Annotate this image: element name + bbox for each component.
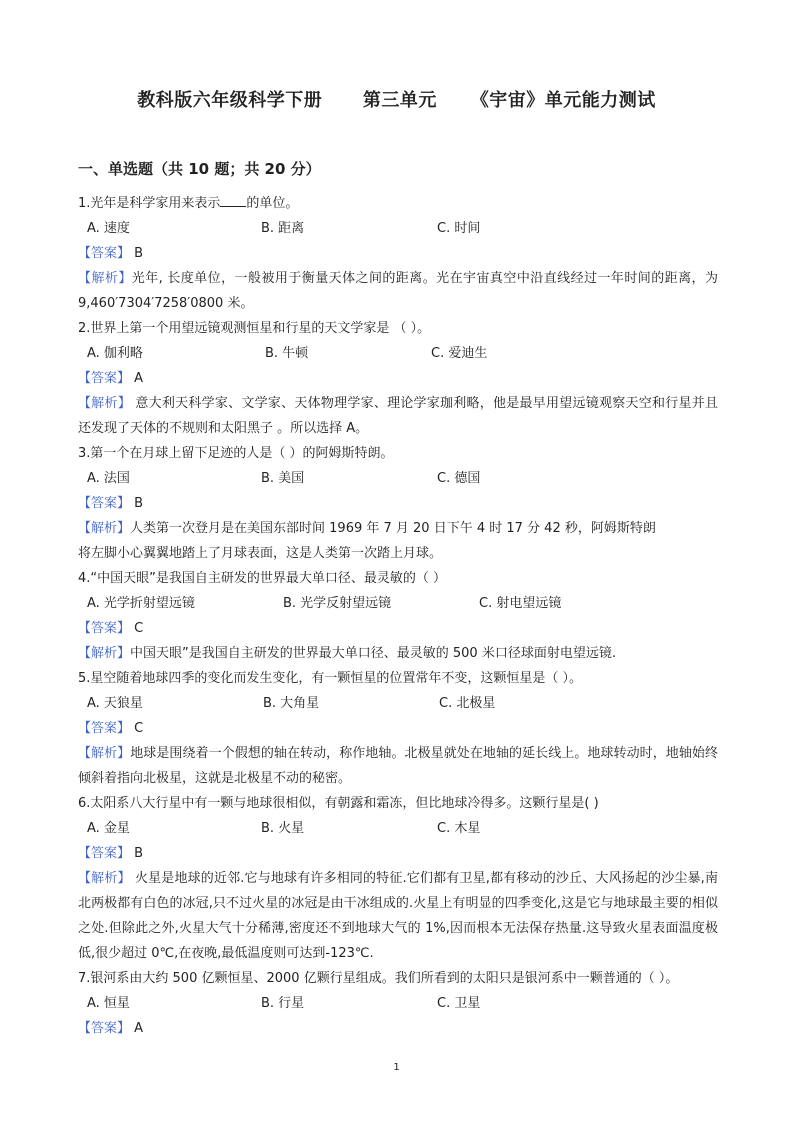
- option-a: A. 速度: [87, 221, 130, 236]
- answer-tag: 【答案】: [78, 371, 131, 386]
- answer-tag: 【答案】: [78, 246, 131, 261]
- answer-tag: 【答案】: [78, 496, 131, 511]
- analysis: [78, 641, 718, 666]
- option-c: C. 射电望远镜: [479, 596, 562, 611]
- question-stem: 3.第一个在月球上留下足迹的人是（ ）的阿姆斯特朗。: [78, 446, 394, 461]
- document-title: 教科版六年级科学下册 第三单元 《宇宙》单元能力测试: [137, 90, 656, 111]
- question-6: [78, 791, 718, 966]
- answer-line: [78, 841, 718, 866]
- analysis-tag: 【解析】: [78, 871, 131, 886]
- options-row: [78, 816, 718, 841]
- option-b: B. 大角星: [263, 696, 320, 711]
- answer-line: [78, 491, 718, 516]
- analysis: [78, 516, 718, 541]
- question-1: [78, 191, 718, 316]
- option-a: A. 法国: [87, 471, 130, 486]
- analysis-tag: 【解析】: [78, 396, 131, 411]
- analysis-text: 人类第一次登月是在美国东部时间 1969 年 7 月 20 日下午 4 时 17 分 42 秒，阿姆斯特朗: [130, 521, 656, 536]
- option-c: C. 卫星: [437, 996, 481, 1011]
- answer-tag: 【答案】: [78, 621, 131, 636]
- option-b: B. 火星: [261, 821, 305, 836]
- analysis: [78, 866, 718, 966]
- answer-value: C: [134, 621, 144, 636]
- option-c: C. 爱迪生: [431, 346, 488, 361]
- options-row: [78, 466, 718, 491]
- analysis-tag: 【解析】: [78, 521, 131, 536]
- options-row: [78, 216, 718, 241]
- question-stem: 6.太阳系八大行星中有一颗与地球很相似，有朝露和霜冻，但比地球冷得多。这颗行星是( ): [78, 796, 599, 811]
- analysis: [78, 391, 718, 441]
- page-number: 1: [393, 1062, 400, 1073]
- answer-value: B: [134, 846, 144, 861]
- question-stem: 5.星空随着地球四季的变化而发生变化，有一颗恒星的位置常年不变，这颗恒星是（ ）。: [78, 671, 583, 686]
- question-stem: 4.“中国天眼”是我国自主研发的世界最大单口径、最灵敏的（ ）: [78, 571, 447, 586]
- answer-line: [78, 1016, 718, 1041]
- option-a: A. 光学折射望远镜: [87, 596, 195, 611]
- answer-tag: 【答案】: [78, 846, 131, 861]
- analysis-tag: 【解析】: [78, 646, 131, 661]
- analysis-tag: 【解析】: [78, 746, 131, 761]
- answer-line: [78, 616, 718, 641]
- question-list: [78, 191, 718, 1041]
- answer-line: [78, 241, 718, 266]
- option-b: B. 行星: [261, 996, 305, 1011]
- analysis-text: 光年, 长度单位，一般被用于衡量天体之间的距离。光在宇宙真空中沿直线经过一年时间的距离，为 9,460′7304′7258′0800 米。: [78, 271, 718, 311]
- options-row: [78, 341, 718, 366]
- question-2: [78, 316, 718, 441]
- option-a: A. 金星: [87, 821, 130, 836]
- option-b: B. 光学反射望远镜: [283, 596, 392, 611]
- option-a: A. 天狼星: [87, 696, 143, 711]
- options-row: [78, 691, 718, 716]
- answer-line: [78, 366, 718, 391]
- answer-tag: 【答案】: [78, 1021, 131, 1036]
- section-heading: 一、单选题（共 10 题；共 20 分）: [78, 160, 321, 178]
- question-7: [78, 966, 718, 1041]
- analysis-continued: 将左脚小心翼翼地踏上了月球表面，这是人类第一次踏上月球。: [78, 546, 443, 561]
- analysis-text: 火星是地球的近邻.它与地球有许多相同的特征.它们都有卫星,都有移动的沙丘、大风扬起的沙尘暴,南北两极都有白色的冰冠,只不过火星的冰冠是由干冰组成的.火星上有明显的四季变化,这是它与地球最主要的相似之处.但除此之外,火星大气十分稀薄,密度还不到地球大气的 1%,因而根本无法保存热量.这导致火星表面温度极低,很少超过 0℃,在夜晚,最低温度则可达到-123℃.: [78, 871, 718, 961]
- question-stem: 2.世界上第一个用望远镜观测恒星和行星的天文学家是 （ ）。: [78, 321, 431, 336]
- answer-value: B: [134, 246, 144, 261]
- answer-blank: [220, 193, 246, 207]
- question-stem: 7.银河系由大约 500 亿颗恒星、2000 亿颗行星组成。我们所看到的太阳只是银河系中一颗普通的（ ）。: [78, 971, 679, 986]
- answer-tag: 【答案】: [78, 721, 131, 736]
- option-a: A. 伽利略: [87, 346, 143, 361]
- stem-text: 1.光年是科学家用来表示: [78, 196, 221, 211]
- question-5: [78, 666, 718, 791]
- analysis-tag: 【解析】: [78, 271, 132, 286]
- analysis: [78, 741, 718, 791]
- answer-value: A: [134, 1021, 144, 1036]
- option-c: C. 德国: [437, 471, 481, 486]
- options-row: [78, 991, 718, 1016]
- option-a: A. 恒星: [87, 996, 130, 1011]
- stem-text: 的单位。: [246, 196, 299, 211]
- question-4: [78, 566, 718, 666]
- analysis: [78, 266, 718, 316]
- answer-value: A: [134, 371, 144, 386]
- options-row: [78, 591, 718, 616]
- option-b: B. 距离: [261, 221, 305, 236]
- option-c: C. 木星: [437, 821, 481, 836]
- question-stem: [78, 191, 718, 216]
- analysis-text: 意大利天科学家、文学家、天体物理学家、理论学家珈利略，他是最早用望远镜观察天空和行星并且还发现了天体的不规则和太阳黑子 。所以选择 A。: [78, 396, 718, 436]
- analysis-text: 地球是围绕着一个假想的轴在转动，称作地轴。北极星就处在地轴的延长线上。地球转动时，地轴始终倾斜着指向北极星，这就是北极星不动的秘密。: [78, 746, 718, 786]
- answer-value: C: [134, 721, 144, 736]
- option-c: C. 北极星: [439, 696, 496, 711]
- answer-line: [78, 716, 718, 741]
- option-c: C. 时间: [437, 221, 481, 236]
- option-b: B. 牛顿: [265, 346, 309, 361]
- question-3: [78, 441, 718, 566]
- analysis-text: 中国天眼”是我国自主研发的世界最大单口径、最灵敏的 500 米口径球面射电望远镜.: [130, 646, 616, 661]
- answer-value: B: [134, 496, 144, 511]
- option-b: B. 美国: [261, 471, 305, 486]
